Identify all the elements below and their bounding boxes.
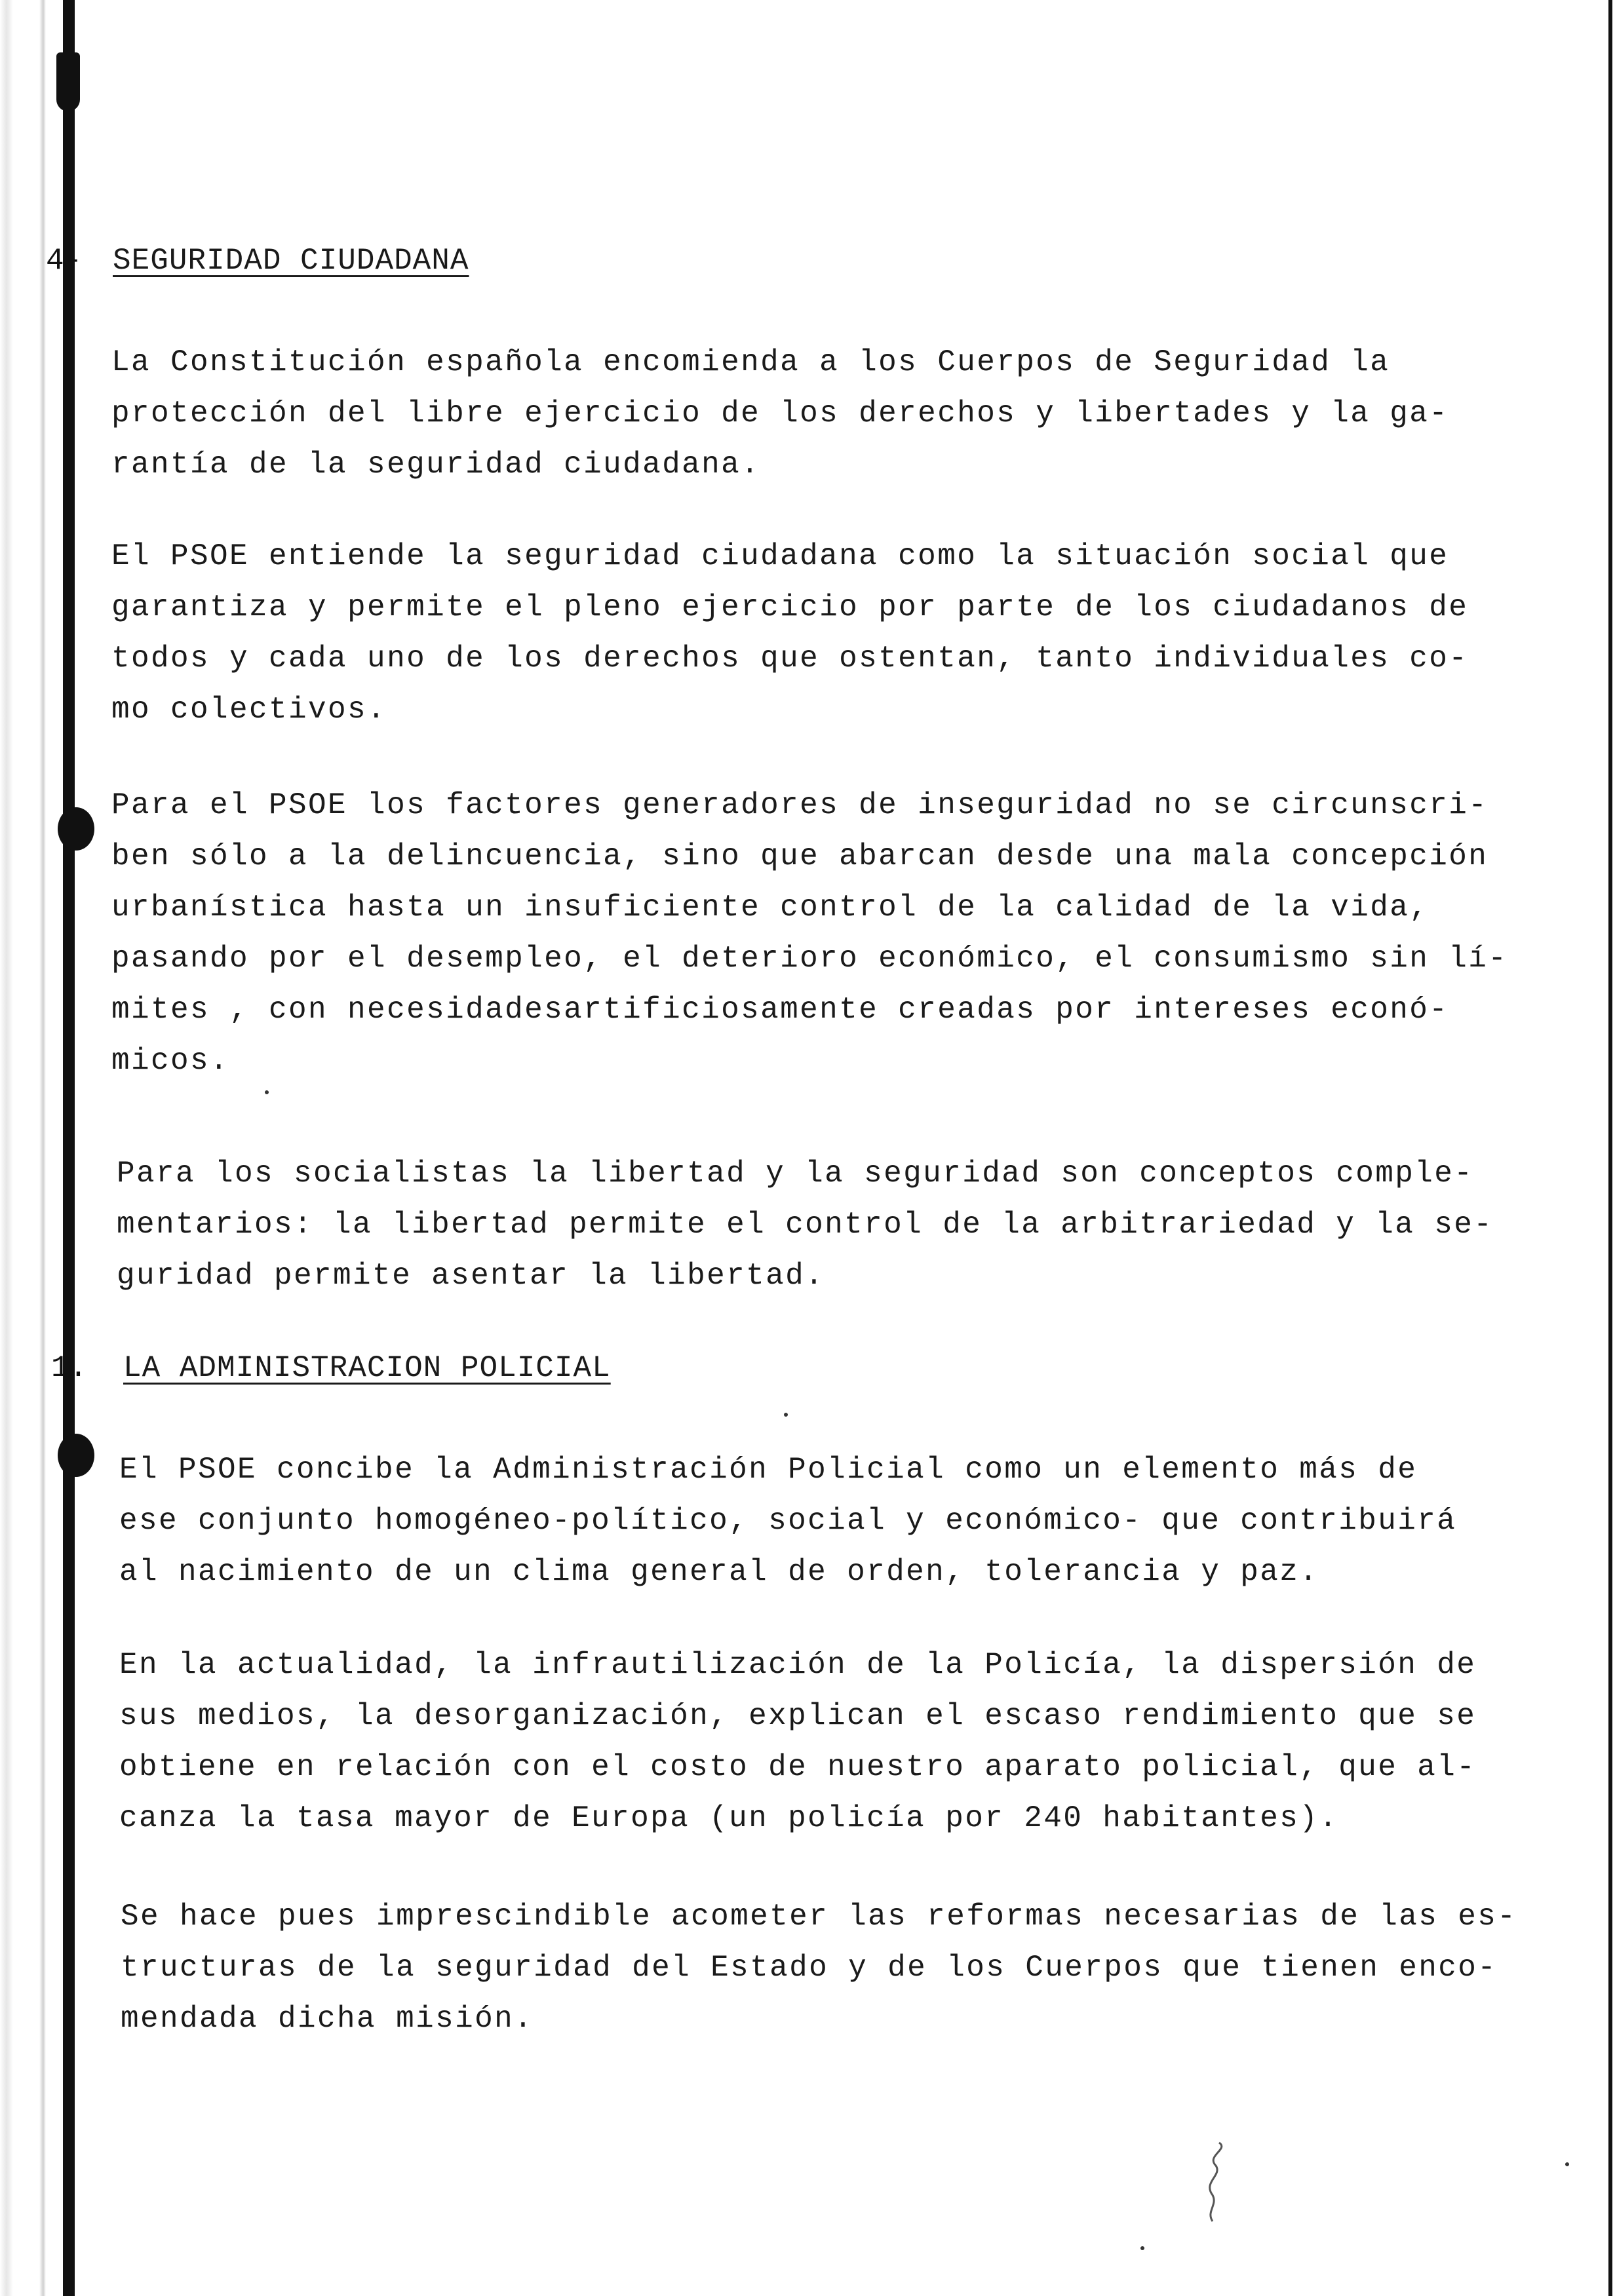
binding-clip (56, 52, 80, 111)
scan-speck (265, 1090, 269, 1094)
scan-right-edge (1608, 0, 1612, 2296)
scan-speck (1565, 2162, 1569, 2166)
paragraph-reformas: Se hace pues imprescindible acometer las reformas necesarias de las es- tructuras de la seguridad del Estado y de los Cuerpos que tienen enco- mendada dicha misión. (121, 1900, 1517, 2036)
paragraph-socialistas: Para los socialistas la libertad y la seguridad son conceptos comple- mentarios: la libertad permite el control de la arbitrariedad y la se- guridad permite asentar la libertad. (117, 1157, 1494, 1293)
scan-speck (1140, 2246, 1144, 2250)
paragraph-psoe-entiende: El PSOE entiende la seguridad ciudadana como la situación social que garantiza y permite el pleno ejercicio por parte de los ciudadanos de todos y cada uno de los derechos que ostentan, tanto individuales co- mo colectivos. (111, 539, 1469, 727)
paragraph-psoe-concibe: El PSOE concibe la Administración Policial como un elemento más de ese conjunto homogéneo-político, social y económico- que contribuirá al nacimiento de un clima general de orden, tolerancia y paz. (119, 1453, 1457, 1589)
section-number: 4- (46, 244, 83, 278)
binding-margin-line (63, 0, 75, 2296)
paragraph-constitucion: La Constitución española encomienda a los Cuerpos de Seguridad la protección del libre ejercicio de los derechos y libertades y la ga- rantía de la seguridad ciudadana. (111, 345, 1449, 482)
paragraph-factores: Para el PSOE los factores generadores de inseguridad no se circunscri- ben sólo a la delincuencia, sino que abarcan desde una mala concepción urbanística hasta un insuficiente control de la calidad de la vida, pasando por el desempleo, el deterioro económico, el consumismo sin lí- mites , con necesidadesartificiosamente creadas por intereses econó- micos. (111, 788, 1508, 1078)
punch-hole-bottom (58, 1434, 94, 1477)
scan-binding-edge (0, 0, 46, 2296)
section-heading-seguridad: SEGURIDAD CIUDADANA (113, 244, 469, 278)
section-heading-admin-policial: LA ADMINISTRACION POLICIAL (123, 1351, 611, 1385)
handwritten-mark (1193, 2136, 1232, 2228)
subsection-number: 1. (51, 1351, 88, 1385)
scan-speck (784, 1413, 788, 1417)
punch-hole-top (58, 807, 94, 851)
paragraph-actualidad: En la actualidad, la infrautilización de la Policía, la dispersión de sus medios, la desorganización, explican el escaso rendimiento que se obtiene en relación con el costo de nuestro aparato policial, que al- canza la tasa mayor de Europa (un policía por 240 habitantes). (119, 1648, 1477, 1835)
